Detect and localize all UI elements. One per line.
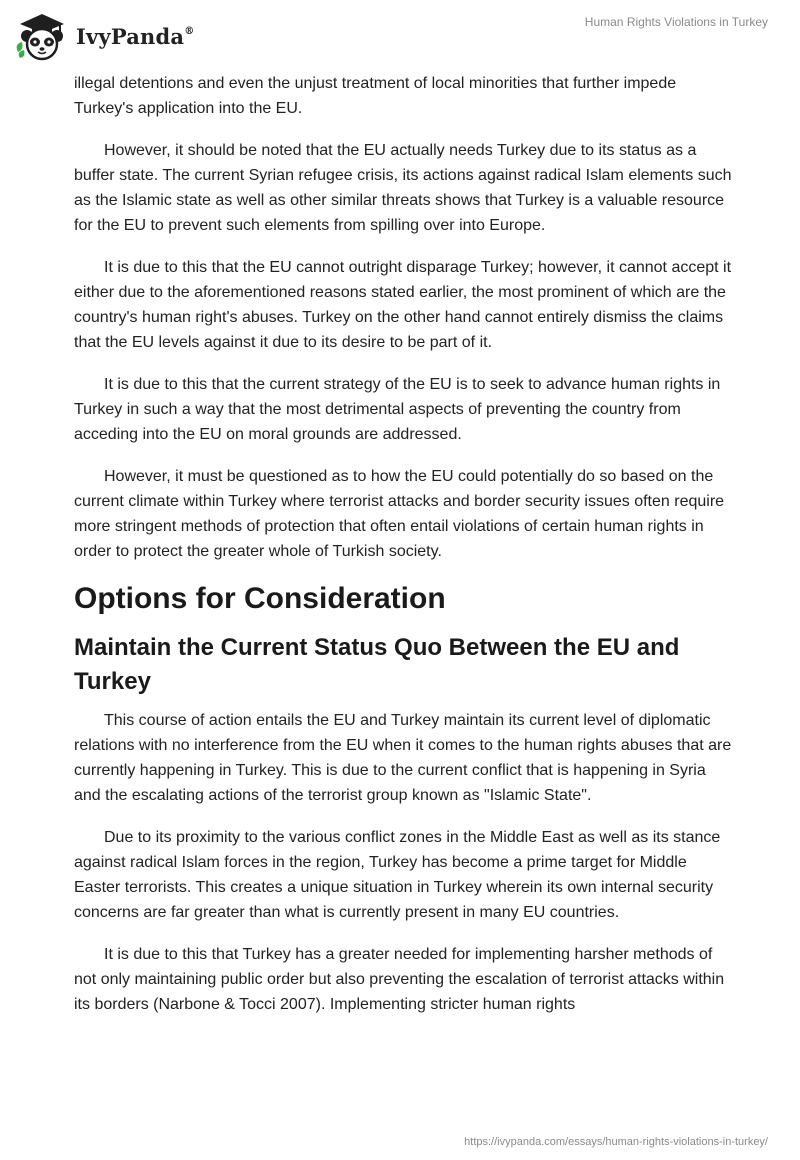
paragraph: However, it should be noted that the EU actually needs Turkey due to its status as a buffer state. The current Syrian refugee crisis, its actions against radical Islam elements such as the Islamic state as well as other similar threats shows that Turkey is a valuable resource for the EU to prevent such elements from spilling over into Europe.: [74, 142, 732, 234]
document-title: Human Rights Violations in Turkey: [584, 15, 768, 29]
paragraph: It is due to this that the current strategy of the EU is to seek to advance human rights in Turkey in such a way that the most detrimental aspects of preventing the country from acceding into the EU on moral grounds are addressed.: [74, 376, 721, 443]
paragraph: Due to its proximity to the various conflict zones in the Middle East as well as its stance against radical Islam forces in the region, Turkey has become a prime target for Middle Easter terrorists. This creates a unique situation in Turkey wherein its own internal security concerns are far greater than what is currently present in many EU countries.: [74, 829, 721, 921]
paragraph: It is due to this that the EU cannot outright disparage Turkey; however, it cannot accept it either due to the aforementioned reasons stated earlier, the most prominent of which are the country's human right's abuses. Turkey on the other hand cannot entirely dismiss the claims that the EU levels against it due to its desire to be part of it.: [74, 259, 732, 351]
article-body: [74, 71, 734, 1034]
ivypanda-logo[interactable]: [14, 8, 194, 64]
paragraph: illegal detentions and even the unjust treatment of local minorities that further impede Turkey's application into the EU.: [74, 75, 677, 117]
paragraph: This course of action entails the EU and Turkey maintain its current level of diplomatic relations with no interference from the EU when it comes to the human rights abuses that are currently happening in Turkey. This is due to the current conflict that is happening in Syria and the escalating actions of the terrorist group known as "Islamic State".: [74, 712, 732, 804]
paragraph: However, it must be questioned as to how the EU could potentially do so based on the current climate within Turkey where terrorist attacks and border security issues often require more stringent methods of protection that often entail violations of certain human rights in order to protect the greater whole of Turkish society.: [74, 468, 725, 560]
source-url[interactable]: https://ivypanda.com/essays/human-rights-violations-in-turkey/: [464, 1136, 768, 1148]
page-header: [0, 0, 800, 70]
subsection-heading: Maintain the Current Status Quo Between the EU and Turkey: [74, 634, 680, 695]
panda-graduate-icon: [14, 8, 70, 64]
logo-wordmark: IvyPanda®: [76, 23, 195, 49]
section-heading: Options for Consideration: [74, 582, 446, 615]
paragraph: It is due to this that Turkey has a greater needed for implementing harsher methods of not only maintaining public order but also preventing the escalation of terrorist attacks within its borders (Narbone & Tocci 2007). Implementing stricter human rights: [74, 946, 725, 1013]
